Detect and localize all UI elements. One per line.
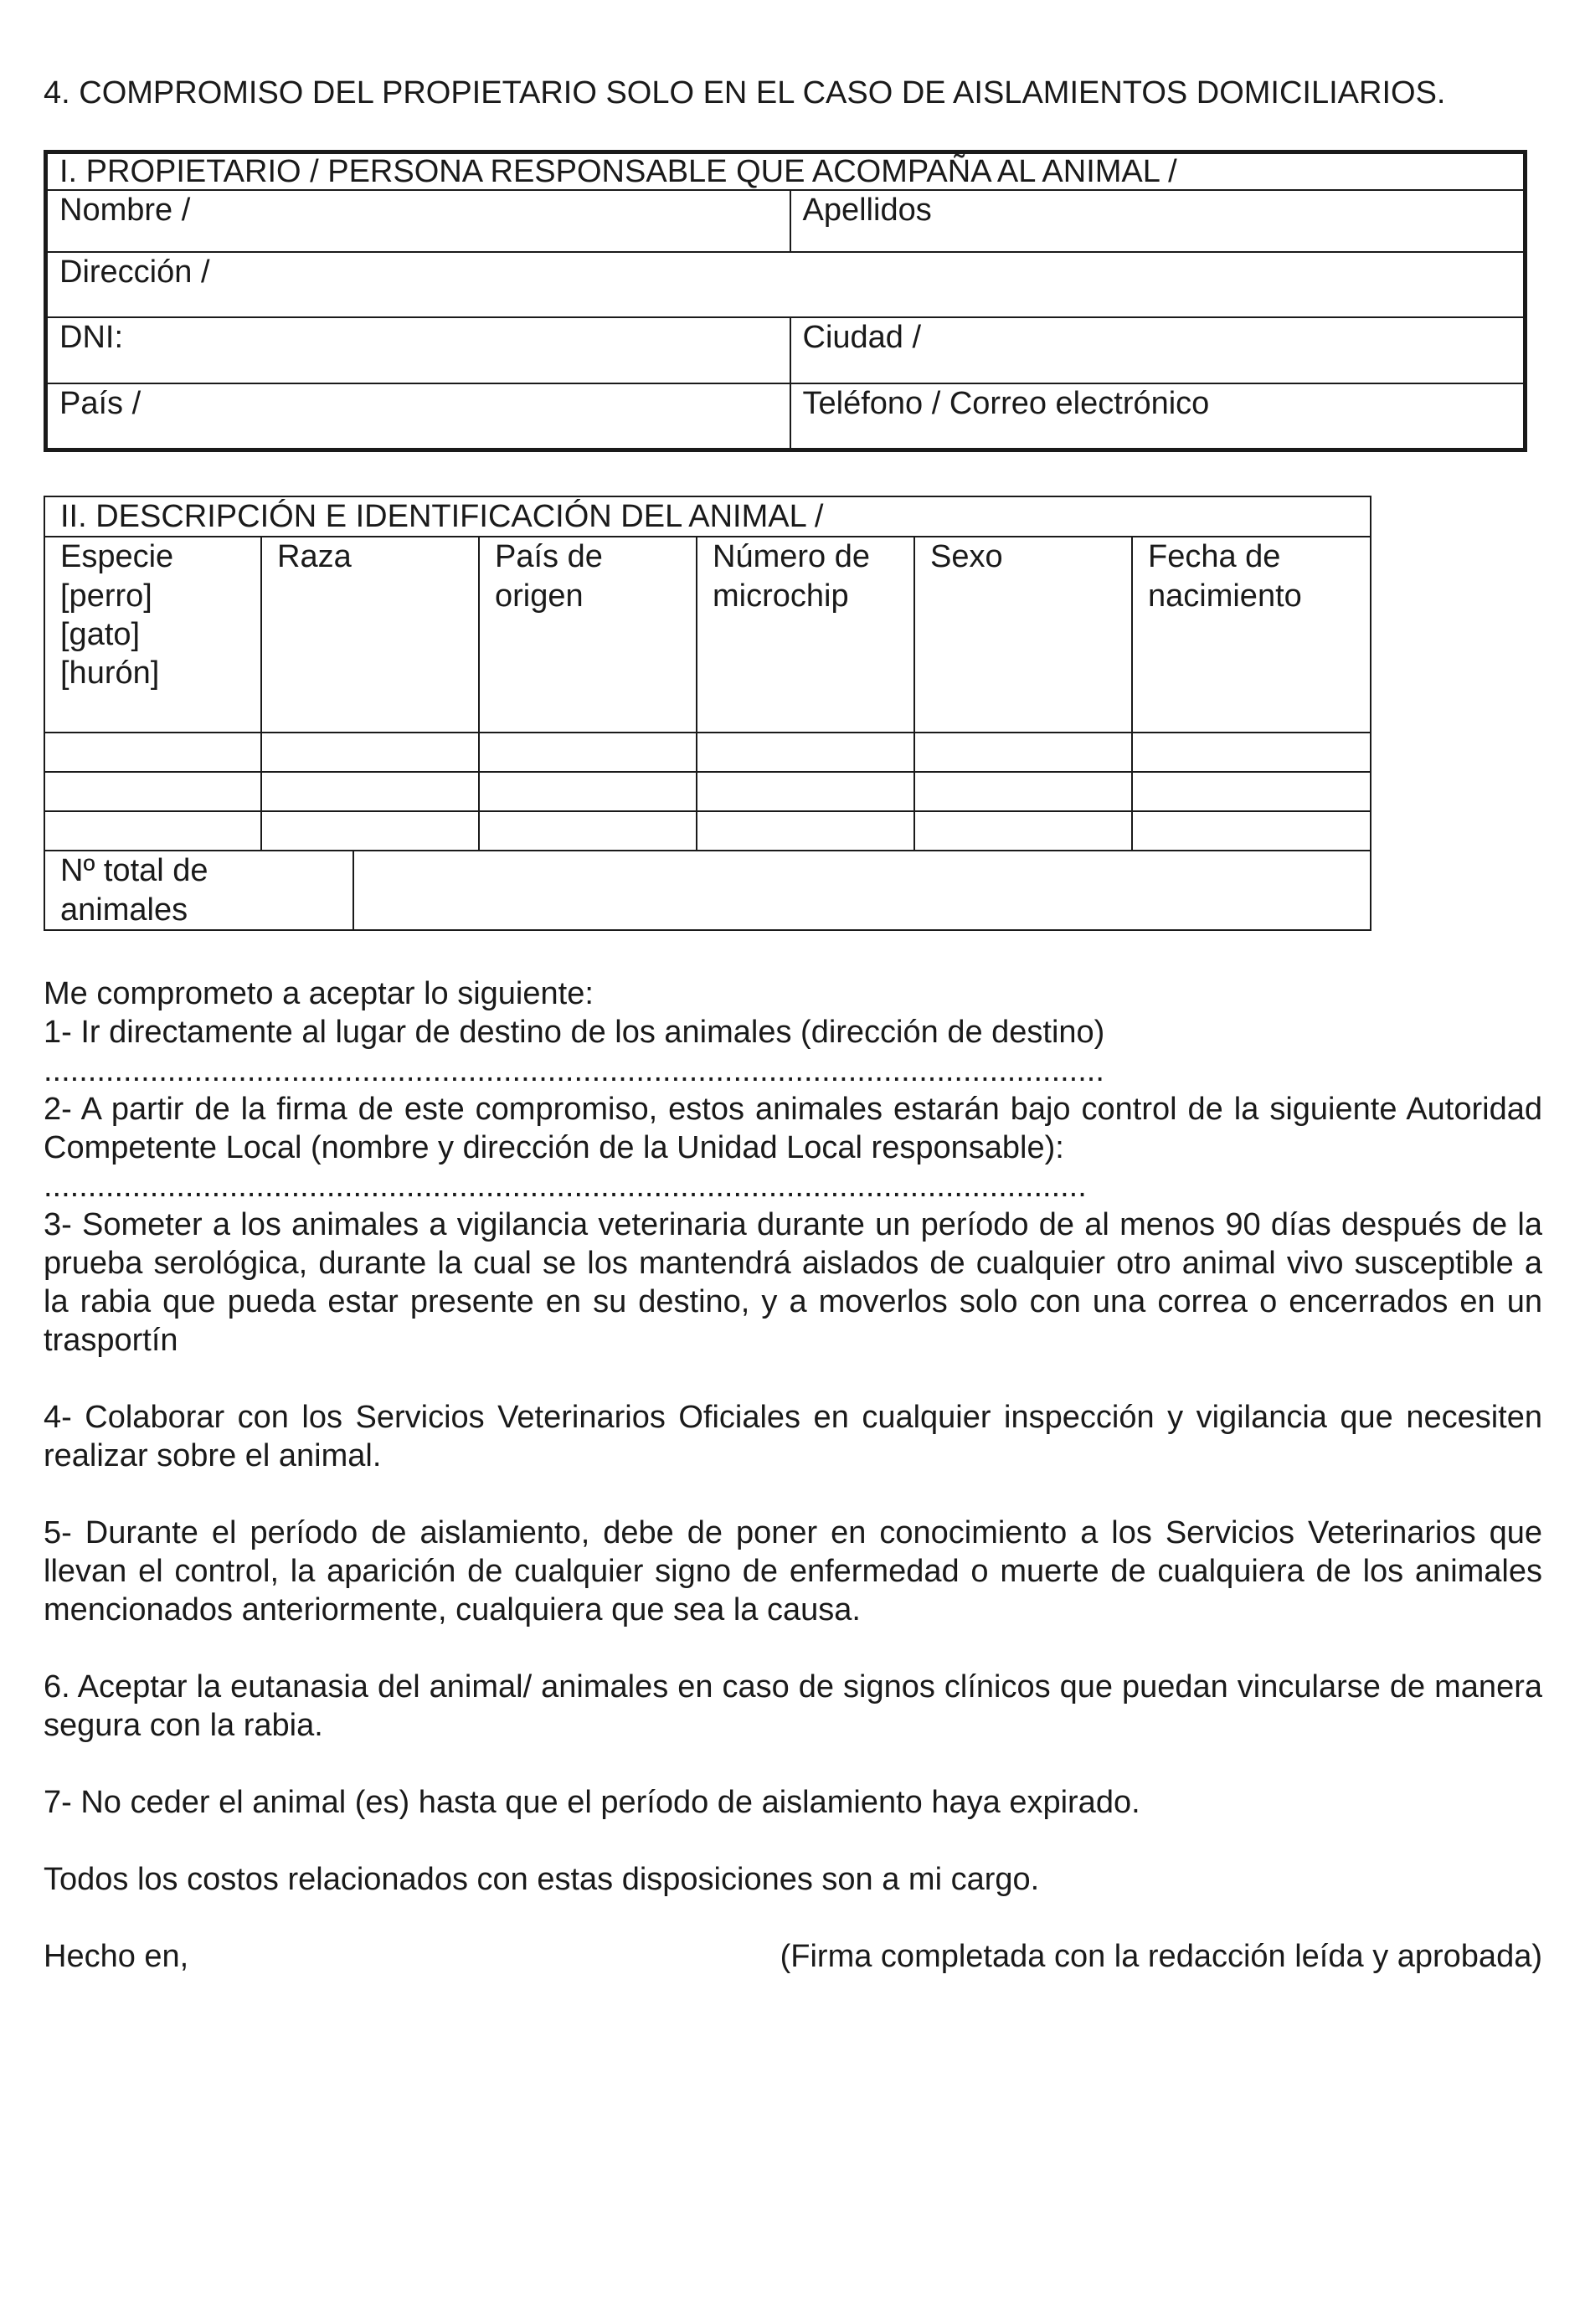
- owner-telefono-field[interactable]: Teléfono / Correo electrónico: [790, 383, 1526, 450]
- animal-table: [44, 496, 1371, 931]
- cell-fecha[interactable]: [1132, 733, 1371, 772]
- hecho-en-label: Hecho en,: [44, 1939, 189, 1975]
- col-header-fecha-nacimiento: [1132, 537, 1371, 733]
- commitment-item-2: 2- A partir de la firma de este compromiso, estos animales estarán bajo control de la siguiente Autoridad Competente Local (nombre y dirección de la Unidad Local responsable):: [44, 1092, 1542, 1166]
- especie-option-gato: [gato]: [60, 617, 141, 653]
- commitment-item-1: 1- Ir directamente al lugar de destino de los animales (dirección de destino): [44, 1015, 1105, 1051]
- cell-pais[interactable]: [479, 772, 697, 811]
- total-label-line1: Nº total de: [60, 853, 208, 889]
- cell-sexo[interactable]: [914, 811, 1132, 851]
- commitment-item-7: 7- No ceder el animal (es) hasta que el período de aislamiento haya expirado.: [44, 1785, 1140, 1821]
- owner-pais-field[interactable]: País /: [46, 383, 790, 450]
- owner-direccion-field[interactable]: Dirección /: [46, 252, 1526, 317]
- cell-microchip[interactable]: [697, 733, 914, 772]
- document-page: [44, 74, 1542, 1976]
- col-header-especie: [44, 537, 261, 733]
- owner-table: [44, 150, 1527, 452]
- microchip-label-line2: microchip: [713, 578, 849, 614]
- cell-especie[interactable]: [44, 733, 261, 772]
- cell-sexo[interactable]: [914, 772, 1132, 811]
- commitment-item-4: 4- Colaborar con los Servicios Veterinarios Oficiales en cualquier inspección y vigilancia que necesiten realizar sobre el animal.: [44, 1400, 1542, 1474]
- col-header-microchip: [697, 537, 914, 733]
- costs-statement: Todos los costos relacionados con estas disposiciones son a mi cargo.: [44, 1862, 1040, 1898]
- cell-fecha[interactable]: [1132, 772, 1371, 811]
- cell-especie[interactable]: [44, 811, 261, 851]
- cell-raza[interactable]: [261, 733, 479, 772]
- section-heading: 4. COMPROMISO DEL PROPIETARIO SOLO EN EL CASO DE AISLAMIENTOS DOMICILIARIOS.: [44, 75, 1446, 111]
- cell-pais[interactable]: [479, 811, 697, 851]
- especie-label: Especie: [60, 539, 174, 575]
- cell-pais[interactable]: [479, 733, 697, 772]
- owner-table-title: I. PROPIETARIO / PERSONA RESPONSABLE QUE ACOMPAÑA AL ANIMAL /: [46, 152, 1526, 191]
- cell-microchip[interactable]: [697, 772, 914, 811]
- pais-label-line1: País de: [495, 539, 603, 575]
- cell-microchip[interactable]: [697, 811, 914, 851]
- col-header-pais-origen: [479, 537, 697, 733]
- animal-row: [44, 811, 1371, 851]
- pais-label-line2: origen: [495, 578, 584, 614]
- cell-sexo[interactable]: [914, 733, 1132, 772]
- destination-address-line[interactable]: ........................................................................................................................: [44, 1053, 1104, 1089]
- signature-row: [44, 1937, 1542, 1976]
- animal-row: [44, 772, 1371, 811]
- owner-nombre-field[interactable]: Nombre /: [46, 190, 790, 252]
- total-animals-field[interactable]: [353, 851, 1371, 930]
- microchip-label-line1: Número de: [713, 539, 870, 575]
- cell-especie[interactable]: [44, 772, 261, 811]
- commitment-item-5: 5- Durante el período de aislamiento, debe de poner en conocimiento a los Servicios Veterinarios que llevan el control, la aparición de cualquier signo de enfermedad o muerte de cualquiera de los animales mencionados anteriormente, cualquiera que sea la causa.: [44, 1515, 1542, 1628]
- total-animals-label: [44, 851, 353, 930]
- commitment-text: [44, 974, 1542, 1976]
- cell-fecha[interactable]: [1132, 811, 1371, 851]
- especie-option-perro: [perro]: [60, 578, 152, 614]
- fecha-label-line1: Fecha de: [1148, 539, 1281, 575]
- commitment-item-6: 6. Aceptar la eutanasia del animal/ animales en caso de signos clínicos que puedan vincularse de manera segura con la rabia.: [44, 1669, 1542, 1744]
- especie-option-huron: [hurón]: [60, 656, 160, 692]
- signature-label: (Firma completada con la redacción leída y aprobada): [780, 1939, 1542, 1975]
- owner-dni-field[interactable]: DNI:: [46, 317, 790, 383]
- animal-table-title: II. DESCRIPCIÓN E IDENTIFICACIÓN DEL ANIMAL /: [44, 496, 1371, 537]
- total-label-line2: animales: [60, 892, 188, 928]
- commitment-intro: Me comprometo a aceptar lo siguiente:: [44, 976, 594, 1012]
- commitment-item-3: 3- Someter a los animales a vigilancia veterinaria durante un período de al menos 90 días después de la prueba serológica, durante la cual se los mantendrá aislados de cualquier otro animal vivo susceptible a la rabia que pueda estar presente en su destino, y a moverlos solo con una correa o encerrados en un trasportín: [44, 1207, 1542, 1359]
- cell-raza[interactable]: [261, 811, 479, 851]
- fecha-label-line2: nacimiento: [1148, 578, 1302, 614]
- col-header-sexo: Sexo: [914, 537, 1132, 733]
- cell-raza[interactable]: [261, 772, 479, 811]
- col-header-raza: Raza: [261, 537, 479, 733]
- owner-apellidos-field[interactable]: Apellidos: [790, 190, 1526, 252]
- owner-ciudad-field[interactable]: Ciudad /: [790, 317, 1526, 383]
- local-authority-line[interactable]: ......................................................................................................................: [44, 1169, 1087, 1205]
- animal-row: [44, 733, 1371, 772]
